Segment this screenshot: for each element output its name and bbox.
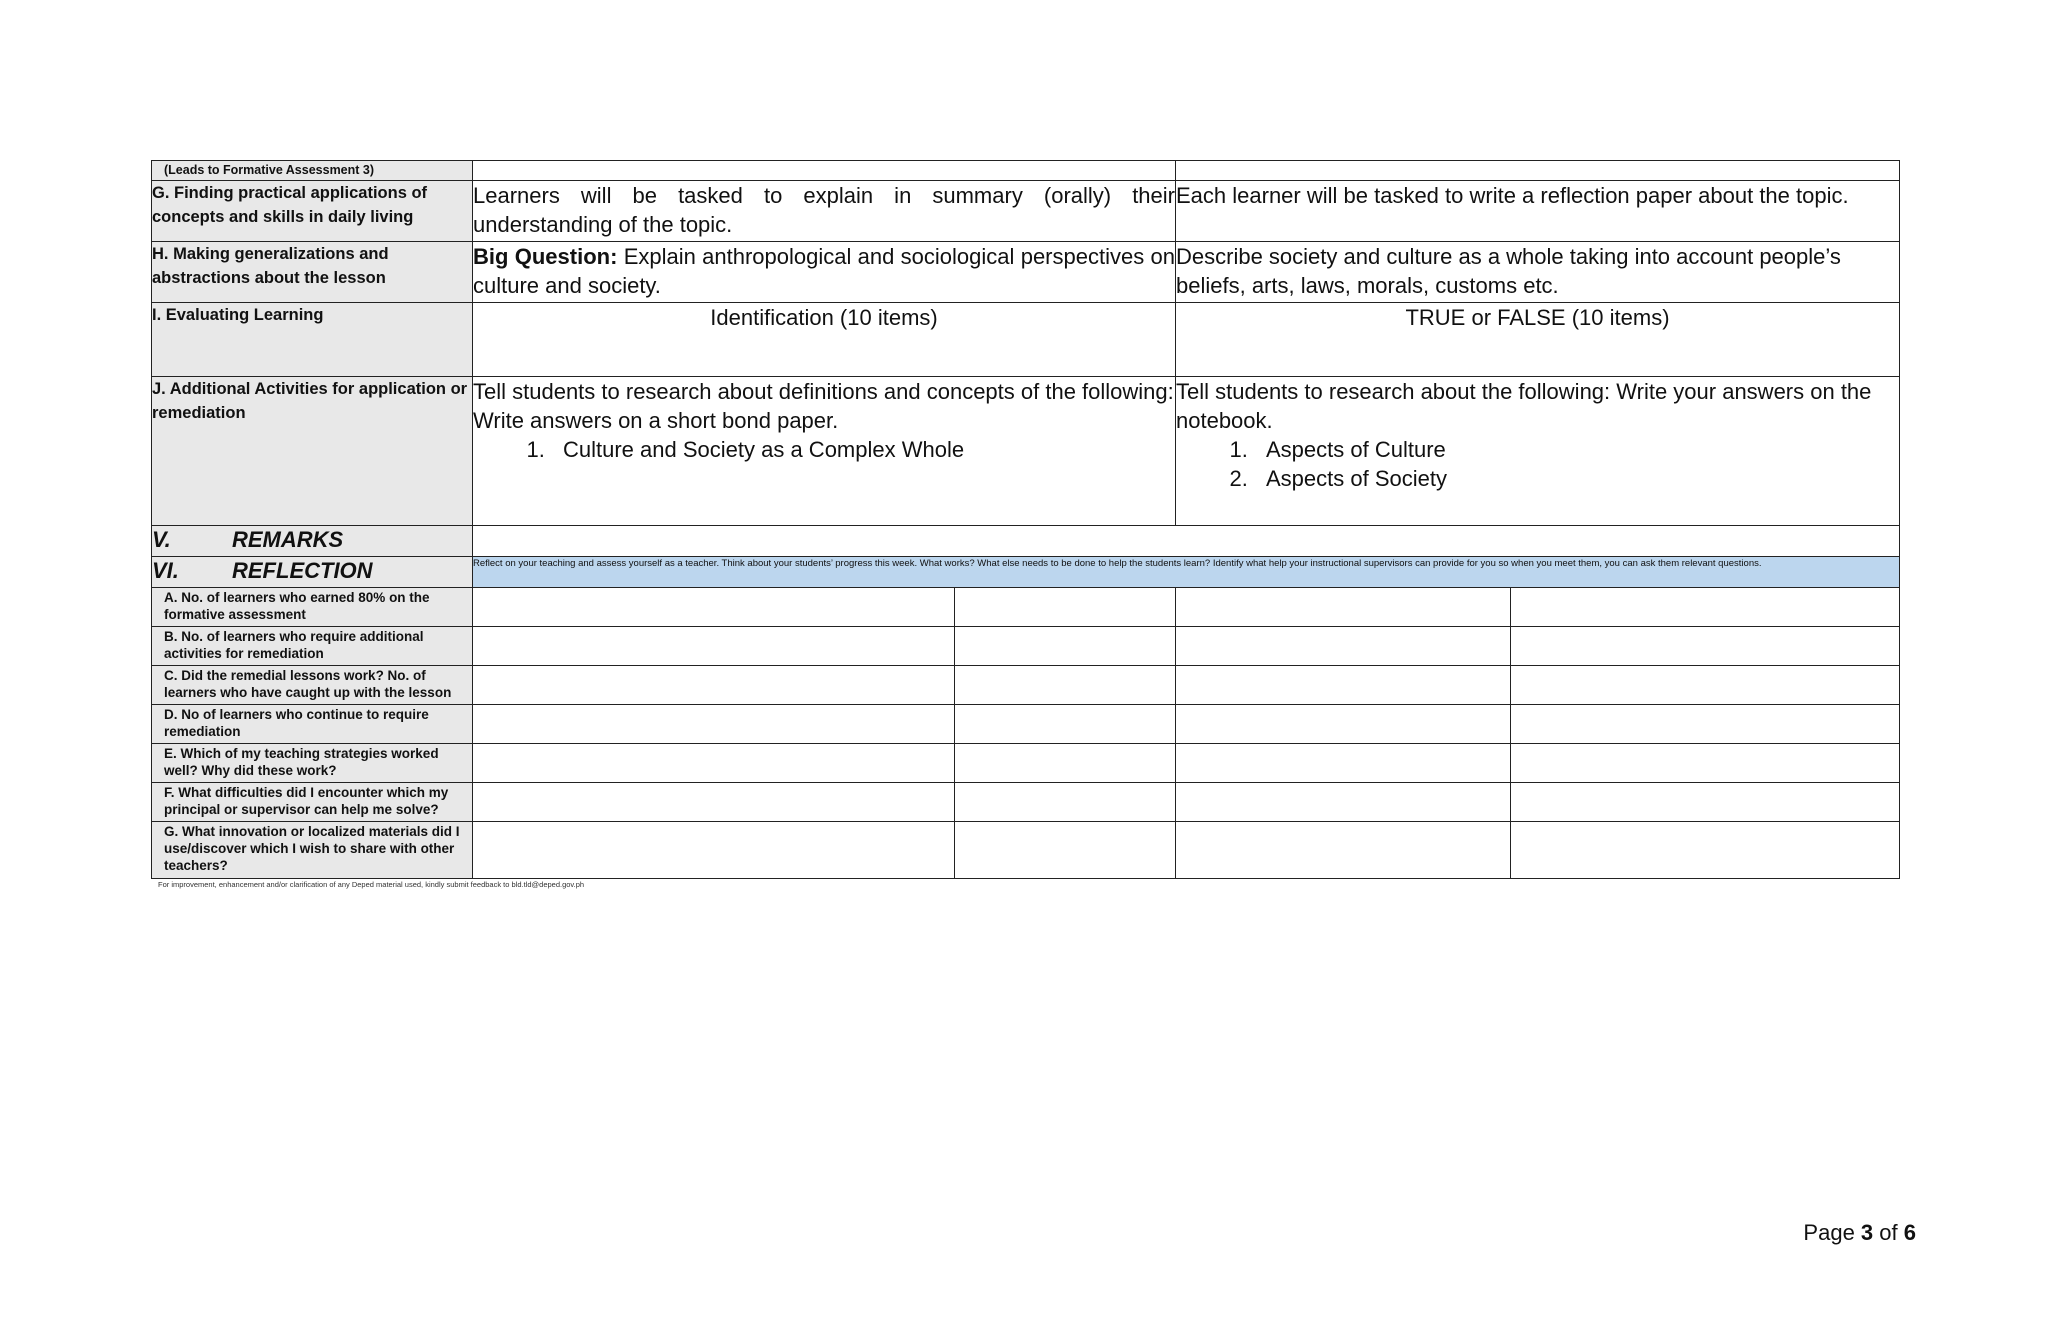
page-number — [1803, 1220, 1916, 1246]
empty-cell — [1176, 822, 1511, 879]
row-label: H. Making generalizations and abstractions about the lesson — [152, 242, 473, 303]
day2-additional-activities — [1176, 377, 1900, 526]
row-label: I. Evaluating Learning — [152, 303, 473, 377]
reflection-row-f — [152, 783, 1900, 822]
big-question-text: Explain anthropological and sociological perspectives on culture and society. — [473, 244, 1175, 298]
empty-cell — [1176, 627, 1511, 666]
empty-cell — [473, 161, 1176, 181]
row-label: (Leads to Formative Assessment 3) — [152, 161, 473, 181]
reflection-row-g — [152, 822, 1900, 879]
day1-activity: Learners will be tasked to explain in summary (orally) their understanding of the topic. — [473, 181, 1176, 242]
activity-intro: Tell students to research about the following: Write your answers on the notebook. — [1176, 379, 1872, 433]
activity-list — [473, 435, 1175, 464]
big-question-label: Big Question: — [473, 244, 618, 269]
activity-intro: Tell students to research about definitions and concepts of the following: Write answers on a short bond paper. — [473, 379, 1174, 433]
empty-cell — [1511, 822, 1900, 879]
page-prefix: Page — [1803, 1220, 1861, 1245]
empty-cell — [1511, 783, 1900, 822]
lesson-plan-table — [151, 160, 1900, 879]
empty-cell — [955, 588, 1176, 627]
empty-cell — [955, 744, 1176, 783]
empty-cell — [1176, 161, 1900, 181]
empty-cell — [473, 666, 955, 705]
empty-cell — [1511, 627, 1900, 666]
row-g — [152, 181, 1900, 242]
page-of: of — [1873, 1220, 1904, 1245]
section-title: REFLECTION — [232, 558, 373, 583]
feedback-footnote: For improvement, enhancement and/or clarification of any Deped material used, kindly submit feedback to bld.tld@deped.gov.ph — [158, 880, 585, 889]
empty-cell — [1511, 666, 1900, 705]
page-total: 6 — [1903, 1220, 1916, 1245]
empty-cell — [473, 627, 955, 666]
row-j — [152, 377, 1900, 526]
reflection-prompt: Reflect on your teaching and assess yourself as a teacher. Think about your students’ progress this week. What works? What else needs to be done to help the students learn? Identify what help your instructional supervisors can provide for you so when you meet them, you can ask them relevant questions. — [473, 557, 1900, 588]
list-item: 2. Aspects of Society — [1254, 464, 1899, 493]
row-label: C. Did the remedial lessons work? No. of learners who have caught up with the lesson — [152, 666, 473, 705]
empty-cell — [955, 783, 1176, 822]
empty-cell — [1176, 666, 1511, 705]
row-f-continued — [152, 161, 1900, 181]
empty-cell — [1511, 588, 1900, 627]
empty-cell — [1176, 744, 1511, 783]
section-heading — [152, 526, 473, 557]
section-title: REMARKS — [232, 527, 344, 552]
list-item: 1. Aspects of Culture — [1254, 435, 1899, 464]
row-reflection — [152, 557, 1900, 588]
reflection-row-e — [152, 744, 1900, 783]
empty-cell — [1511, 744, 1900, 783]
row-label: B. No. of learners who require additional activities for remediation — [152, 627, 473, 666]
row-h — [152, 242, 1900, 303]
row-label: G. What innovation or localized materials did I use/discover which I wish to share with other teachers? — [152, 822, 473, 879]
section-number: VI. — [152, 558, 179, 583]
day2-generalization: Describe society and culture as a whole taking into account people’s beliefs, arts, laws, morals, customs etc. — [1176, 242, 1900, 303]
day2-evaluation: TRUE or FALSE (10 items) — [1176, 303, 1900, 377]
day1-generalization — [473, 242, 1176, 303]
empty-cell — [473, 822, 955, 879]
section-heading — [152, 557, 473, 588]
empty-cell — [473, 783, 955, 822]
row-label: D. No of learners who continue to require remediation — [152, 705, 473, 744]
empty-cell — [1176, 705, 1511, 744]
empty-cell — [1511, 705, 1900, 744]
empty-cell — [473, 705, 955, 744]
empty-cell — [473, 588, 955, 627]
row-remarks — [152, 526, 1900, 557]
row-i — [152, 303, 1900, 377]
empty-cell — [1176, 588, 1511, 627]
empty-cell — [955, 705, 1176, 744]
reflection-row-a — [152, 588, 1900, 627]
page-current: 3 — [1860, 1220, 1874, 1245]
day2-activity: Each learner will be tasked to write a reflection paper about the topic. — [1176, 181, 1900, 242]
day1-evaluation: Identification (10 items) — [473, 303, 1176, 377]
section-number: V. — [152, 527, 171, 552]
empty-cell — [955, 822, 1176, 879]
reflection-row-b — [152, 627, 1900, 666]
row-label: F. What difficulties did I encounter which my principal or supervisor can help me solve? — [152, 783, 473, 822]
list-item: 1. Culture and Society as a Complex Whole — [551, 435, 1175, 464]
row-label: A. No. of learners who earned 80% on the formative assessment — [152, 588, 473, 627]
day1-additional-activities — [473, 377, 1176, 526]
empty-cell — [1176, 783, 1511, 822]
activity-list — [1176, 435, 1899, 493]
remarks-cell — [473, 526, 1900, 557]
empty-cell — [955, 666, 1176, 705]
row-label: G. Finding practical applications of concepts and skills in daily living — [152, 181, 473, 242]
empty-cell — [955, 627, 1176, 666]
row-label: E. Which of my teaching strategies worked well? Why did these work? — [152, 744, 473, 783]
reflection-row-d — [152, 705, 1900, 744]
empty-cell — [473, 744, 955, 783]
row-label: J. Additional Activities for application or remediation — [152, 377, 473, 526]
reflection-row-c — [152, 666, 1900, 705]
